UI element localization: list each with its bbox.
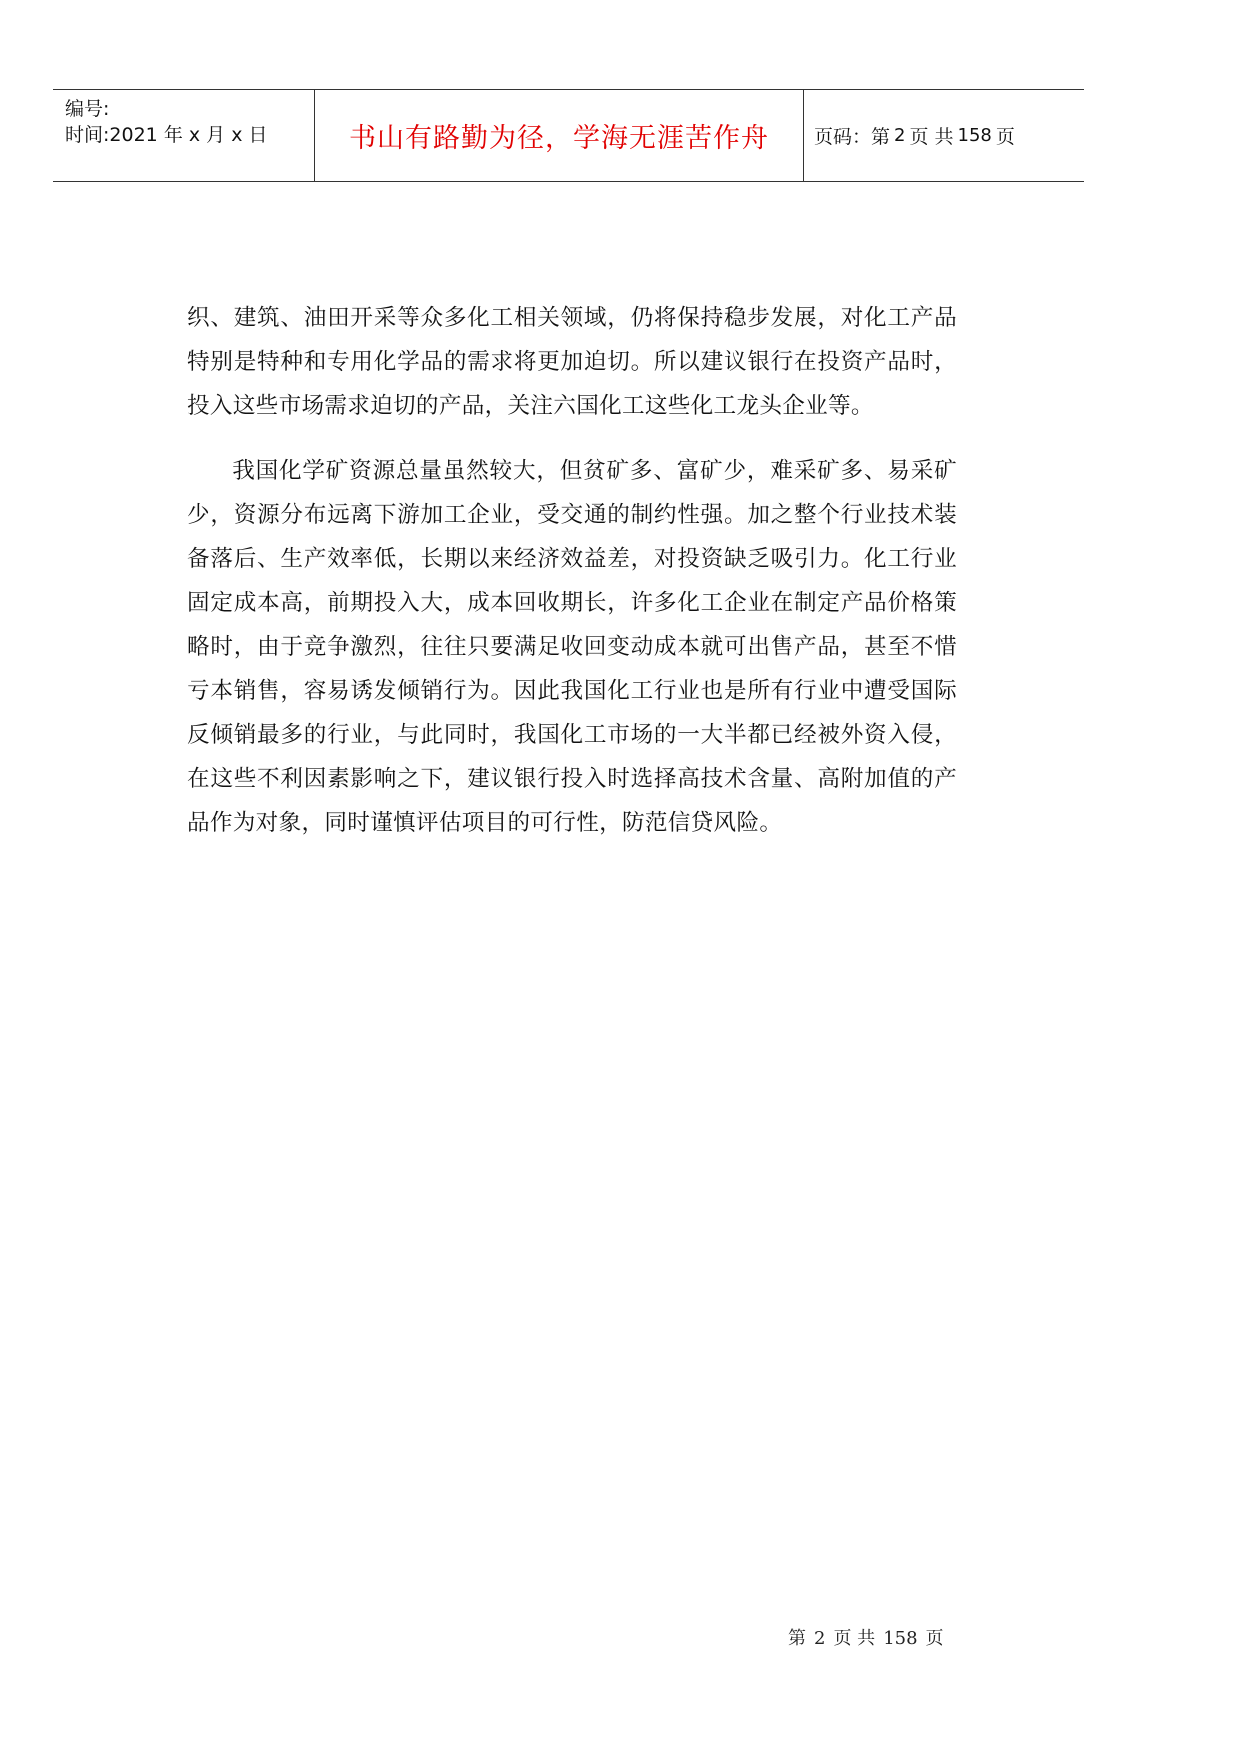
footer-mid: 页 共 (833, 1628, 876, 1649)
time-month-unit: 月 (206, 124, 226, 146)
paragraph: 我国化学矿资源总量虽然较大，但贫矿多、富矿少，难采矿多、易采矿少，资源分布远离下游加工企业，受交通的制约性强。加之整个行业技术装备落后、生产效率低，长期以来经济效益差，对投资缺乏吸引力。化工行业固定成本高，前期投入大，成本回收期长，许多化工企业在制定产品价格策略时，由于竞争激烈，往往只要满足收回变动成本就可出售产品，甚至不惜亏本销售，容易诱发倾销行为。因此我国化工行业也是所有行业中遭受国际反倾销最多的行业，与此同时，我国化工市场的一大半都已经被外资入侵，在这些不利因素影响之下，建议银行投入时选择高技术含量、高附加值的产品作为对象，同时谨慎评估项目的可行性，防范信贷风险。 (187, 458, 957, 836)
footer-prefix: 第 (788, 1628, 806, 1649)
page-total: 158 (957, 125, 992, 146)
time-day: x (231, 124, 243, 146)
body-text (187, 296, 957, 845)
time-year: 2021 (109, 124, 158, 146)
time-label: 时间: (65, 124, 110, 146)
page-current: 2 (894, 125, 906, 146)
header-meta-cell (53, 90, 315, 181)
header-motto-cell (315, 90, 804, 181)
time-day-unit: 日 (248, 124, 268, 146)
footer-total-pages: 158 (883, 1628, 918, 1649)
time-year-unit: 年 (163, 124, 183, 146)
page-footer (788, 1624, 944, 1650)
document-header (53, 89, 1084, 182)
page-end: 页 (995, 126, 1015, 148)
footer-suffix: 页 (925, 1628, 944, 1649)
time-month: x (188, 124, 201, 146)
time-line (65, 120, 268, 147)
page-mid: 页 共 (909, 126, 954, 148)
footer-current-page: 2 (814, 1628, 826, 1649)
number-label: 编号: (65, 98, 110, 120)
page-label: 页码：第 (814, 126, 891, 148)
motto-text: 书山有路勤为径，学海无涯苦作舟 (349, 123, 769, 154)
paragraph: 织、建筑、油田开采等众多化工相关领域，仍将保持稳步发展，对化工产品特别是特种和专用化学品的需求将更加迫切。所以建议银行在投资产品时，投入这些市场需求迫切的产品，关注六国化工这些化工龙头企业等。 (187, 305, 957, 419)
header-page-cell (804, 90, 1084, 181)
